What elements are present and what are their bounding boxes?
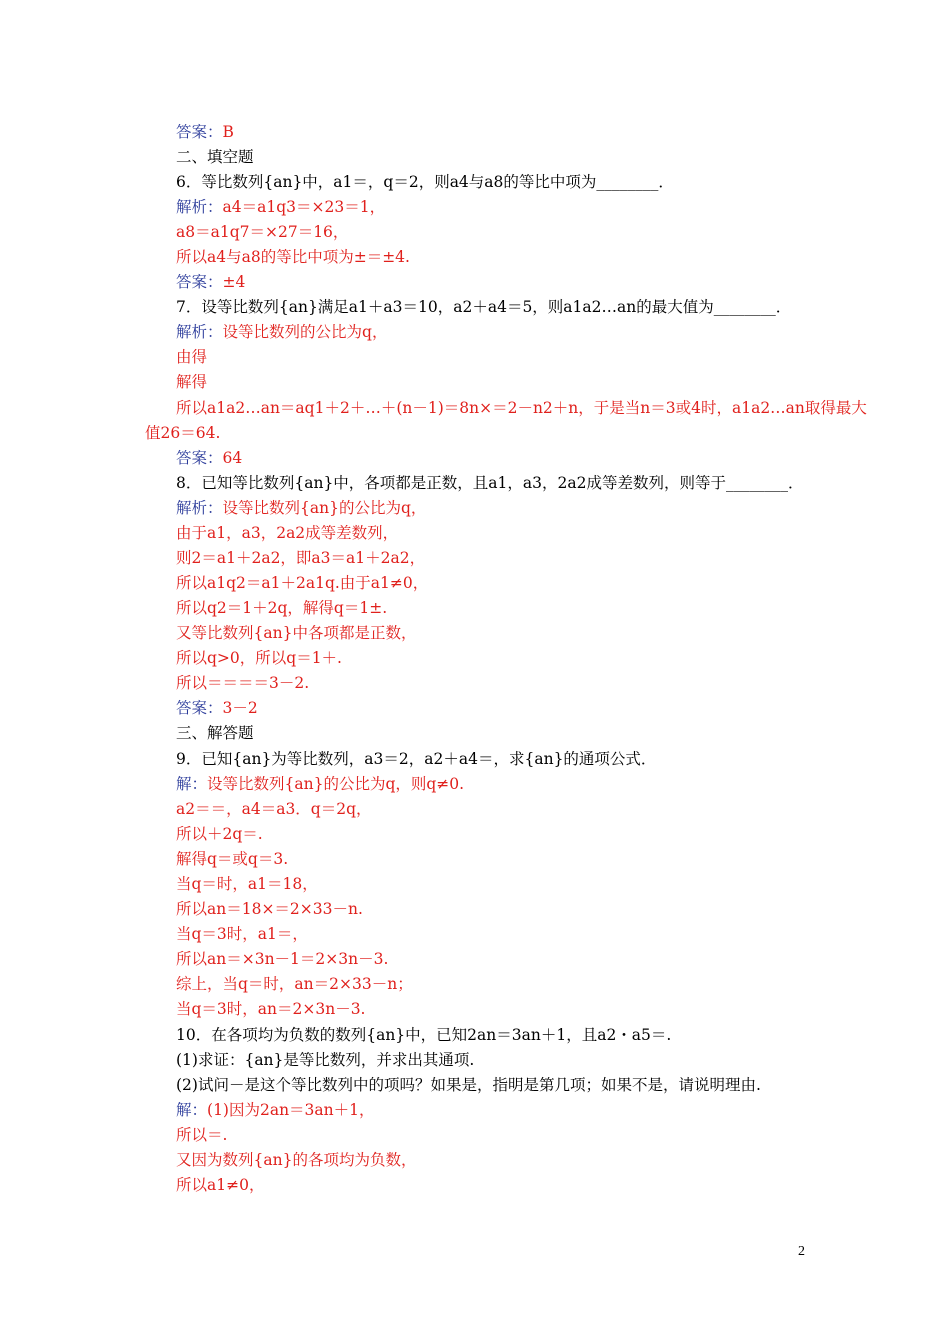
- question-6: 6．等比数列{an}中，a1＝，q＝2，则a4与a8的等比中项为________．: [176, 173, 674, 191]
- solution-label: 解：: [176, 775, 208, 793]
- solution-line: 所以a4与a8的等比中项为±＝±4.: [176, 248, 410, 266]
- solution-line: 综上，当q＝时，an＝2×33－n；: [176, 975, 413, 993]
- solution-text: 设等比数列{an}的公比为q，: [222, 499, 427, 517]
- solution-line: [176, 773, 464, 795]
- solution-line: a2＝＝，a4＝a3．q＝2q，: [176, 800, 372, 818]
- solution-line: 所以q>0，所以q＝1＋.: [176, 649, 342, 667]
- solution-line: 所以a1a2…an＝aq1＋2＋…＋(n－1)＝8n×＝2－n2＋n，于是当n＝3或4时，a1a2…an取得最大: [176, 399, 867, 417]
- solution-line: 当q＝3时，a1＝，: [176, 925, 308, 943]
- solution-line: 所以an＝18×＝2×33－n.: [176, 900, 363, 918]
- solution-label: 解析：: [176, 499, 223, 517]
- solution-line: 又因为数列{an}的各项均为负数，: [176, 1151, 417, 1169]
- section-heading: 二、填空题: [176, 148, 254, 166]
- solution-line: [176, 196, 385, 218]
- solution-line: a8＝a1q7＝×27＝16，: [176, 223, 349, 241]
- solution-line: 所以＝＝＝＝3－2.: [176, 674, 310, 692]
- solution-line: 由于a1，a3，2a2成等差数列，: [176, 524, 399, 542]
- answer-label: 答案：: [176, 449, 223, 467]
- solution-line: 解得q＝或q＝3.: [176, 850, 289, 868]
- solution-line: 值26＝64.: [145, 424, 221, 442]
- solution-line: 所以a1≠0，: [176, 1176, 265, 1194]
- question-10-part-1: (1)求证：{an}是等比数列，并求出其通项.: [176, 1051, 475, 1069]
- solution-label: 解析：: [176, 198, 223, 216]
- answer-label: 答案：: [176, 699, 223, 717]
- question-8: 8．已知等比数列{an}中，各项都是正数，且a1，a3，2a2成等差数列，则等于________．: [176, 474, 804, 492]
- solution-label: 解：: [176, 1101, 208, 1119]
- answer-text: 64: [222, 449, 243, 467]
- solution-text: 设等比数列的公比为q，: [222, 323, 388, 341]
- answer-text: B: [222, 123, 234, 141]
- answer-label: 答案：: [176, 123, 223, 141]
- solution-line: 所以＝.: [176, 1126, 228, 1144]
- solution-line: 当q＝3时，an＝2×3n－3.: [176, 1000, 366, 1018]
- question-9: 9．已知{an}为等比数列，a3＝2，a2＋a4＝，求{an}的通项公式．: [176, 750, 657, 768]
- solution-line: 又等比数列{an}中各项都是正数，: [176, 624, 417, 642]
- answer-text: ±4: [222, 273, 246, 291]
- solution-line: [176, 321, 387, 343]
- answer-line: [176, 447, 242, 469]
- solution-line: [176, 497, 426, 519]
- answer-line: [176, 271, 245, 293]
- solution-line: [176, 1099, 375, 1121]
- answer-line: [176, 121, 234, 143]
- solution-line: 当q＝时，a1＝18，: [176, 875, 318, 893]
- solution-line: 所以＋2q＝.: [176, 825, 263, 843]
- answer-line: [176, 697, 258, 719]
- question-7: 7．设等比数列{an}满足a1＋a3＝10，a2＋a4＝5，则a1a2…an的最大值为________．: [176, 298, 792, 316]
- solution-label: 解析：: [176, 323, 223, 341]
- solution-text: 设等比数列{an}的公比为q，则q≠0.: [207, 775, 465, 793]
- solution-line: 所以an＝×3n－1＝2×3n－3.: [176, 950, 389, 968]
- answer-text: 3－2: [222, 699, 258, 717]
- section-heading: 三、解答题: [176, 724, 254, 742]
- solution-line: 解得: [176, 373, 208, 391]
- solution-line: 所以q2＝1＋2q，解得q＝1±.: [176, 599, 388, 617]
- page-number: 2: [798, 1244, 805, 1259]
- answer-label: 答案：: [176, 273, 223, 291]
- solution-text: a4＝a1q3＝×23＝1，: [222, 198, 386, 216]
- solution-line: 则2＝a1＋2a2，即a3＝a1＋2a2，: [176, 549, 426, 567]
- solution-line: 所以a1q2＝a1＋2a1q.由于a1≠0，: [176, 574, 429, 592]
- solution-text: (1)因为2an＝3an＋1，: [207, 1101, 375, 1119]
- question-10-part-2: (2)试问－是这个等比数列中的项吗？如果是，指明是第几项；如果不是，请说明理由.: [176, 1076, 761, 1094]
- solution-line: 由得: [176, 348, 208, 366]
- question-10: 10．在各项均为负数的数列{an}中，已知2an＝3an＋1，且a2・a5＝.: [176, 1026, 672, 1044]
